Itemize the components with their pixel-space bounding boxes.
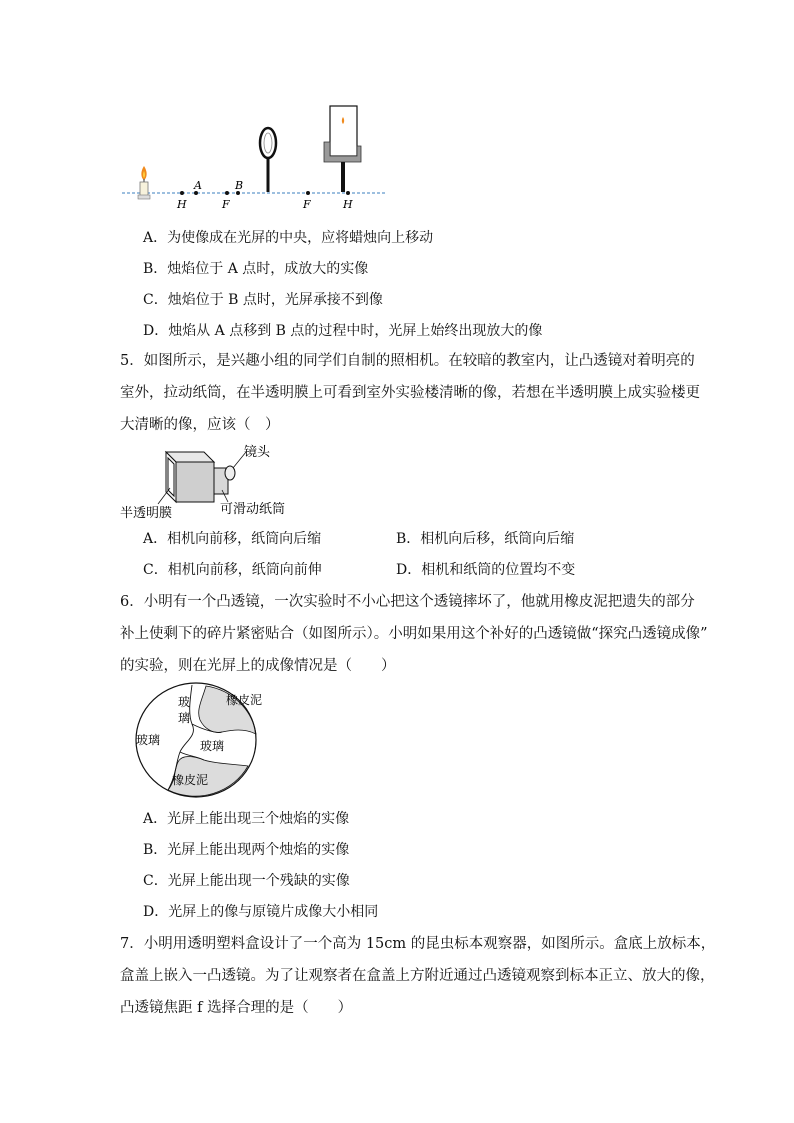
q6-stem-line-2: 补上使剩下的碎片紧密贴合（如图所示）。小明如果用这个补好的凸透镜做“探究凸透镜成像”: [120, 626, 708, 642]
q7-stem-line-2: 盒盖上嵌入一凸透镜。为了让观察者在盒盖上方附近通过凸透镜观察到标本正立、放大的像，: [120, 968, 715, 984]
q4-option-b: B．烛焰位于 A 点时，成放大的实像: [143, 261, 369, 277]
q5-stem-line-2: 室外，拉动纸筒，在半透明膜上可看到室外实验楼清晰的像，若想在半透明膜上成实验楼更: [120, 385, 700, 401]
film-label: 半透明膜: [120, 506, 173, 520]
glass-right-label: 玻璃: [200, 739, 225, 753]
glass-top-char-2: 璃: [178, 711, 191, 725]
point-h-right: [346, 191, 350, 195]
q6-stem-line-3: 的实验，则在光屏上的成像情况是（ ）: [120, 658, 396, 674]
optical-bench-figure: [120, 100, 400, 215]
point-f-left: [225, 191, 229, 195]
q5-stem-line-3: 大清晰的像，应该（ ）: [120, 417, 280, 433]
light-screen-icon: [324, 106, 361, 192]
label-f-left: F: [222, 198, 230, 211]
q7-stem-line-3: 凸透镜焦距 f 选择合理的是（ ）: [120, 1000, 353, 1016]
convex-lens-icon: [260, 128, 276, 192]
label-f-right: F: [303, 198, 311, 211]
clay-bottom-label: 橡皮泥: [172, 773, 209, 787]
label-b: B: [235, 179, 244, 192]
q5-option-a: A．相机向前移，纸筒向后缩: [143, 531, 322, 547]
q6-option-a: A．光屏上能出现三个烛焰的实像: [143, 811, 350, 827]
q6-option-b: B．光屏上能出现两个烛焰的实像: [143, 842, 350, 858]
candle-icon: [138, 166, 150, 199]
label-a: A: [194, 179, 202, 192]
q5-stem: [120, 345, 700, 441]
label-h-left: H: [177, 198, 187, 211]
glass-top-char-1: 玻: [178, 695, 191, 709]
film-pointer: [158, 488, 170, 504]
q5-option-c: C．相机向前移，纸筒向前伸: [143, 562, 322, 578]
clay-top-label: 橡皮泥: [226, 693, 263, 707]
q5-stem-line-1: 5．如图所示，是兴趣小组的同学们自制的照相机。在较暗的教室内，让凸透镜对着明亮的: [120, 353, 695, 369]
camera-figure: [118, 440, 298, 520]
point-f-right: [306, 191, 310, 195]
q6-stem: [120, 586, 708, 682]
q6-option-c: C．光屏上能出现一个残缺的实像: [143, 873, 350, 889]
lens-label: 镜头: [244, 445, 271, 460]
q7-stem: [120, 928, 716, 1024]
point-h-left: [180, 191, 184, 195]
q4-option-a: A．为使像成在光屏的中央，应将蜡烛向上移动: [143, 230, 434, 246]
repaired-lens-figure: [118, 680, 278, 800]
q4-option-d: D．烛焰从 A 点移到 B 点的过程中时，光屏上始终出现放大的像: [143, 323, 543, 339]
q6-option-d: D．光屏上的像与原镜片成像大小相同: [143, 904, 379, 920]
label-h-right: H: [343, 198, 353, 211]
q7-stem-line-1: 7．小明用透明塑料盒设计了一个高为 15cm 的昆虫标本观察器，如图所示。盒底上放标本，: [120, 936, 716, 952]
glass-left-label: 玻璃: [136, 733, 161, 747]
q5-option-d: D．相机和纸筒的位置均不变: [396, 562, 576, 578]
tube-label: 可滑动纸筒: [220, 502, 286, 517]
q5-option-b: B．相机向后移，纸筒向后缩: [396, 531, 575, 547]
q6-stem-line-1: 6．小明有一个凸透镜，一次实验时不小心把这个透镜摔坏了，他就用橡皮泥把遗失的部分: [120, 594, 695, 610]
q4-option-c: C．烛焰位于 B 点时，光屏承接不到像: [143, 292, 383, 308]
